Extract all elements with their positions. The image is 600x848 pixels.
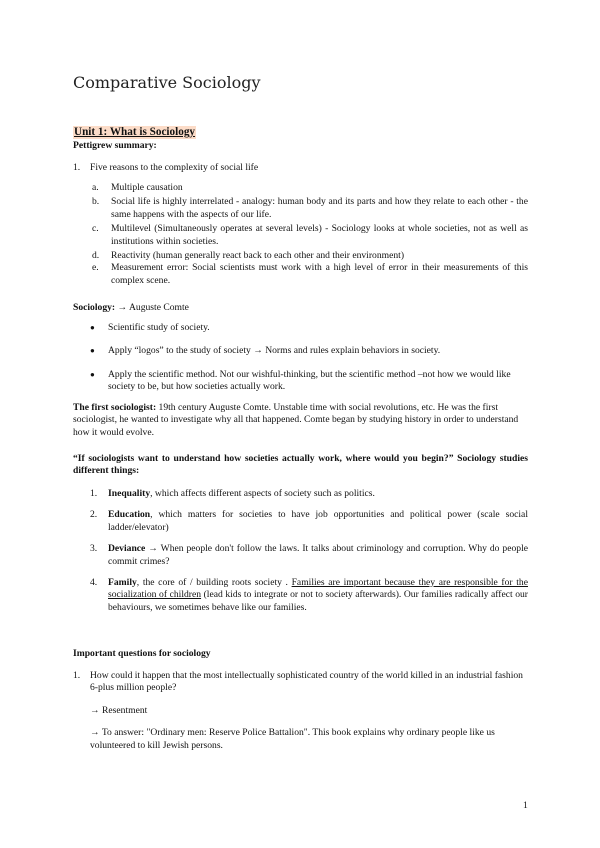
important-questions <box>73 670 528 752</box>
topic-term: Education <box>108 509 151 521</box>
bullet-icon: ● <box>90 346 95 356</box>
list-marker: c. <box>92 223 99 235</box>
topic-term: Family <box>108 577 137 589</box>
list-item <box>73 162 528 174</box>
list-item <box>73 670 528 695</box>
list-marker: a. <box>92 182 99 193</box>
list-item <box>73 577 528 614</box>
list-text: Apply “logos” to the study of society → Norms and rules explain behaviors in society. <box>108 345 441 357</box>
sociology-label: Sociology: <box>73 302 116 313</box>
page-title: Comparative Sociology <box>73 73 261 92</box>
list-number: 1. <box>73 670 81 681</box>
list-item <box>73 250 528 262</box>
sociology-bullets <box>73 322 528 394</box>
bullet-icon: ● <box>90 369 95 379</box>
list-text: Multiple causation <box>111 182 183 193</box>
topic-text: , which matters for societies to have job opportunities and political power (scale social ladder/elevator) <box>108 509 528 533</box>
list-marker: e. <box>92 262 99 274</box>
sociology-definition <box>73 302 528 314</box>
first-sociologist-text: 19th century Auguste Comte. Unstable time with social revolutions, etc. He was the first sociologist, he wanted to investigate why all that happened. Comte began by studying history in order to understand how it would evolve. <box>73 402 519 438</box>
topic-underlined-text: Families are important because they are responsible for the socialization of children <box>108 577 528 601</box>
list-item <box>73 262 528 287</box>
topic-term: Deviance <box>108 543 146 555</box>
list-text: Apply the scientific method. Not our wishful-thinking, but the scientific method –not how we would like society to be, but how societies actually work. <box>108 368 511 393</box>
page-number: 1 <box>523 800 528 811</box>
topic-text: , which affects different aspects of society such as politics. <box>150 488 375 499</box>
list-item <box>73 509 528 534</box>
topic-text: , the core of / building roots society . <box>136 577 292 589</box>
list-item <box>73 369 528 394</box>
reasons-list <box>73 182 528 287</box>
list-text: How could it happen that the most intellectually sophisticated country of the world killed in an industrial fashion 6-plus million people? <box>90 670 523 694</box>
list-marker: d. <box>92 250 100 262</box>
list-text: Multilevel (Simultaneously operates at several levels) - Sociology looks at whole societies, not as well as institutions within societies. <box>111 223 528 247</box>
list-marker: b. <box>92 196 100 208</box>
important-heading: Important questions for sociology <box>73 648 211 659</box>
list-item <box>73 182 528 194</box>
list-text: Measurement error: Social scientists must work with a high level of error in their measurements of this complex scene. <box>111 262 528 286</box>
list-item <box>73 543 528 568</box>
list-text: Scientific study of society. <box>108 322 210 333</box>
pettigrew-label <box>73 140 528 152</box>
list-number: 2. <box>90 509 98 521</box>
resentment-note: → Resentment <box>90 704 148 716</box>
first-sociologist <box>73 402 528 439</box>
five-reasons-item <box>73 162 528 174</box>
unit-heading: Unit 1: What is Sociology <box>74 126 196 138</box>
list-text: Social life is highly interrelated - analogy: human body and its parts and how they relate to each other - the same happens with the aspects of our life. <box>111 196 528 220</box>
pettigrew-label-text: Pettigrew summary: <box>73 140 157 151</box>
answer-note: → To answer: "Ordinary men: Reserve Police Battalion". This book explains why ordinary people like us volunteered to kill Jewish persons. <box>90 727 495 751</box>
list-number: 4. <box>90 577 98 589</box>
list-number: 1. <box>73 162 81 173</box>
list-item <box>73 345 528 357</box>
sociology-text: → Auguste Comte <box>115 302 189 313</box>
list-item <box>73 322 528 334</box>
list-text: Five reasons to the complexity of social life <box>90 162 259 173</box>
list-item <box>73 488 528 500</box>
first-sociologist-label: The first sociologist: <box>73 402 157 413</box>
list-item <box>73 196 528 221</box>
list-text: Reactivity (human generally react back to each other and their environment) <box>111 250 405 262</box>
list-number: 1. <box>90 488 98 499</box>
topic-text: (lead kids to integrate or not to society afterwards). Our families radically affect our behaviours, we sometimes behave like our families. <box>108 589 528 613</box>
topics-list <box>73 488 528 614</box>
list-item <box>73 223 528 248</box>
bullet-icon: ● <box>90 323 95 332</box>
list-number: 3. <box>90 543 98 555</box>
topic-term: Inequality <box>108 488 151 499</box>
topic-text: → When people don't follow the laws. It talks about criminology and corruption. Why do people commit crimes? <box>108 543 528 567</box>
question-heading: “If sociologists want to understand how societies actually work, where would you begin?” Sociology studies different things: <box>73 453 528 477</box>
